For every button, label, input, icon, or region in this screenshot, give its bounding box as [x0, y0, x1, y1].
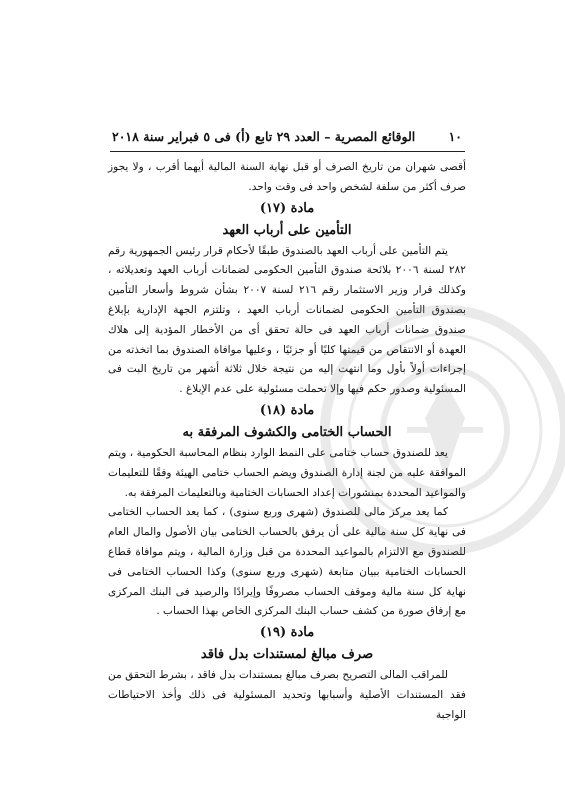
article-19-paragraph: للمراقب المالى التصريح بصرف مبالغ بمستندات بدل فاقد ، بشرط التحقق من فقد المستندات الأصلية وأسبابها وتحديد المسئولية فى ذلك وأخذ الاحتياطات الواجبة: [108, 669, 466, 721]
article-17-title: التأمين على أرباب العهد: [222, 222, 352, 238]
article-19-title: صرف مبالغ لمستندات بدل فاقد: [200, 647, 374, 663]
header-divider: [110, 151, 465, 152]
document-body: [108, 158, 466, 726]
page-number: ١٠: [448, 128, 462, 144]
article-17-label: مادة (١٧): [259, 200, 315, 216]
article-18-label: مادة (١٨): [259, 402, 315, 418]
article-19-label: مادة (١٩): [259, 625, 315, 641]
article-18-paragraph-2: كما يعد مركز مالى للصندوق (شهرى وربع سنوى) ، كما يعد الحساب الختامى فى نهاية كل سنة مالية على أن يرفق بالحساب الختامى بيان الأصول والمال العام للصندوق مع الالتزام بالمواعيد المحددة من قبل وزارة المالية ، ويتم موافاة قطاع الحسابات الختامية ببيان متابعة (شهرى وربع سنوى) وكذا الحساب الختامى فى نهاية كل سنة مالية وموقف الحساب مصروفًا وإيرادًا والرصيد فى البنك المركزى مع إرفاق صورة من كشف حساب البنك المركزى الخاص بهذا الحساب .: [108, 506, 466, 618]
article-17-paragraph: يتم التأمين على أرباب العهد بالصندوق طبقًا لأحكام قرار رئيس الجمهورية رقم ٢٨٢ لسنة ٢٠٠٦ بلائحة صندوق التأمين الحكومى لضمانات أرباب العهد وتعديلاته ، وكذلك قرار وزير الاستثمار رقم ٢١٦ لسنة ٢٠٠٧ بشأن شروط وأسعار التأمين بصندوق التأمين الحكومى لضمانات أرباب العهد ، وتلتزم الجهة الإدارية بإبلاغ صندوق ضمانات أرباب العهد فى حالة تحقق أى من الأخطار المؤدية إلى هلاك العهدة أو الانتقاص من قيمتها كليًا أو جزئيًا ، وعليها موافاة الصندوق بما اتخذته من إجراءات أولاً بأول وما انتهت إليه من نتيجة خلال ثلاثة أشهر من تاريخ البت فى المسئولية وصدور حكم فيها وإلا تحملت مسئولية على عدم الإبلاغ .: [108, 244, 466, 396]
article-18-paragraph-1: يعد للصندوق حساب ختامى على النمط الوارد بنظام المحاسبة الحكومية ، ويتم الموافقة عليه من لجنة إدارة الصندوق ويضم الحساب ختامى الهيئة وفقًا للتعليمات والمواعيد المحددة بمنشورات إعداد الحسابات الختامية وبالتعليمات المرفقة به.: [108, 446, 466, 499]
intro-paragraph: أقصى شهران من تاريخ الصرف أو قبل نهاية السنة المالية أيهما أقرب ، ولا يجوز صرف أكثر من سلفة لشخص واحد فى وقت واحد.: [108, 161, 466, 193]
page-header: [112, 126, 462, 146]
article-18-title: الحساب الختامى والكشوف المرفقة به: [182, 424, 392, 440]
issue-title: الوقائع المصرية – العدد ٢٩ تابع (أ) فى ٥ فبراير سنة ٢٠١٨: [112, 128, 416, 144]
